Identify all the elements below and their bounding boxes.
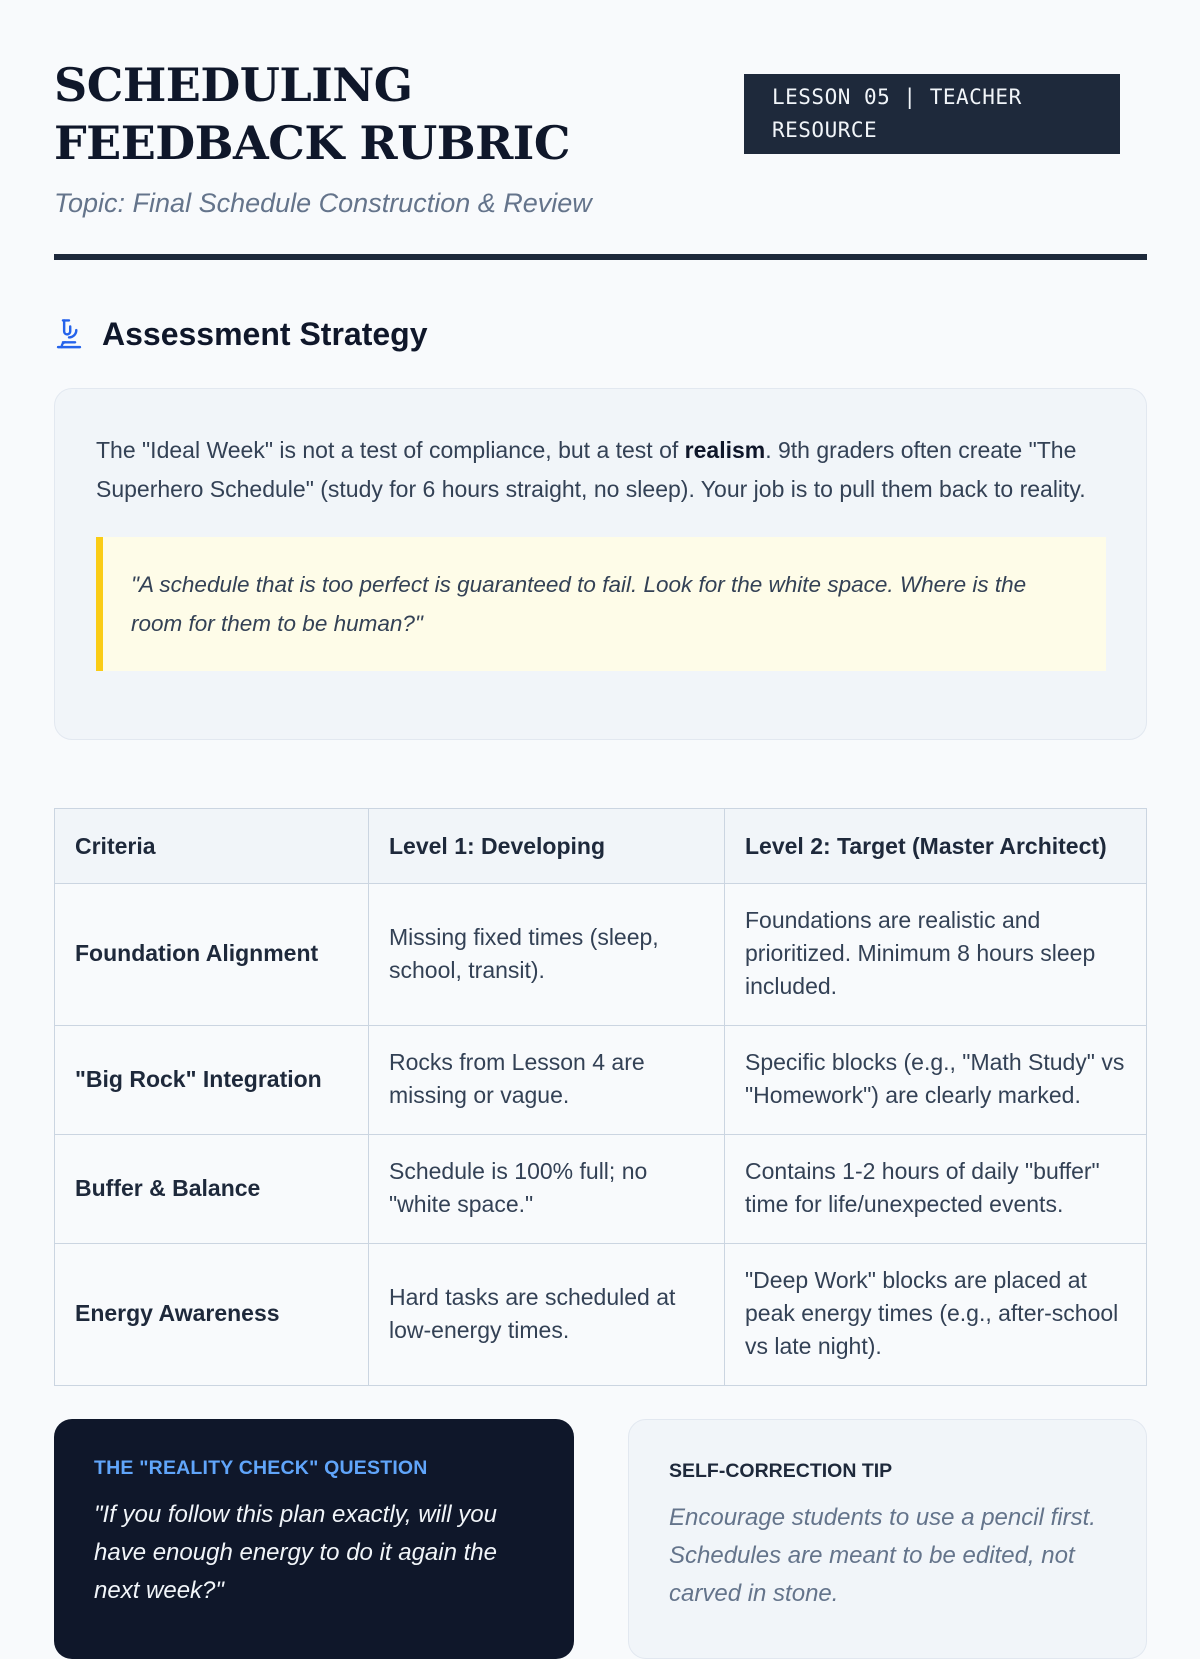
strategy-quote: "A schedule that is too perfect is guaranteed to fail. Look for the white space. Where is the room for them to be human?" [96,537,1106,671]
reality-check-text: "If you follow this plan exactly, will you have enough energy to do it again the next week?" [94,1501,497,1604]
rubric-table [54,808,1147,1386]
level1-cell: Hard tasks are scheduled at low-energy times. [369,1244,725,1386]
level2-cell: Contains 1-2 hours of daily "buffer" time for life/unexpected events. [725,1135,1147,1244]
table-row [55,1135,1147,1244]
strategy-card [54,388,1147,740]
reality-check-card [54,1419,574,1659]
table-row [55,1244,1147,1386]
microscope-icon [54,318,84,352]
self-correction-text: Encourage students to use a pencil first. Schedules are meant to be edited, not carved in stone. [669,1504,1096,1607]
section-title: Assessment Strategy [102,316,428,352]
page-title: SCHEDULING FEEDBACK RUBRIC [54,58,570,170]
level2-cell: Specific blocks (e.g., "Math Study" vs "Homework") are clearly marked. [725,1026,1147,1135]
header-criteria: Criteria [55,809,369,884]
criteria-cell: Foundation Alignment [55,884,369,1026]
reality-check-label: THE "REALITY CHECK" QUESTION [94,1457,428,1479]
assessment-heading [54,316,427,353]
strategy-text-after: . 9th graders often create "The Superhero Schedule" (study for 6 hours straight, no sleep). Your job is to pull them back to reality. [96,437,1086,502]
page-header [54,0,1147,262]
page-subtitle: Topic: Final Schedule Construction & Review [54,188,592,218]
level1-cell: Schedule is 100% full; no "white space." [369,1135,725,1244]
rubric-page [54,0,1147,1607]
level2-cell: "Deep Work" blocks are placed at peak energy times (e.g., after-school vs late night). [725,1244,1147,1386]
level1-cell: Missing fixed times (sleep, school, transit). [369,884,725,1026]
strategy-text [96,431,1106,509]
header-level1: Level 1: Developing [369,809,725,884]
level1-cell: Rocks from Lesson 4 are missing or vague. [369,1026,725,1135]
criteria-cell: "Big Rock" Integration [55,1026,369,1135]
level2-cell: Foundations are realistic and prioritized. Minimum 8 hours sleep included. [725,884,1147,1026]
header-divider [54,254,1147,260]
self-correction-card [628,1419,1147,1659]
header-level2: Level 2: Target (Master Architect) [725,809,1147,884]
strategy-text-before: The "Ideal Week" is not a test of compliance, but a test of [96,437,685,463]
table-header-row [55,809,1147,884]
table-row [55,1026,1147,1135]
self-correction-label: SELF-CORRECTION TIP [669,1460,893,1482]
criteria-cell: Buffer & Balance [55,1135,369,1244]
table-row [55,884,1147,1026]
lesson-badge: LESSON 05 | TEACHER RESOURCE [744,74,1120,154]
strategy-text-bold: realism [684,437,766,463]
criteria-cell: Energy Awareness [55,1244,369,1386]
